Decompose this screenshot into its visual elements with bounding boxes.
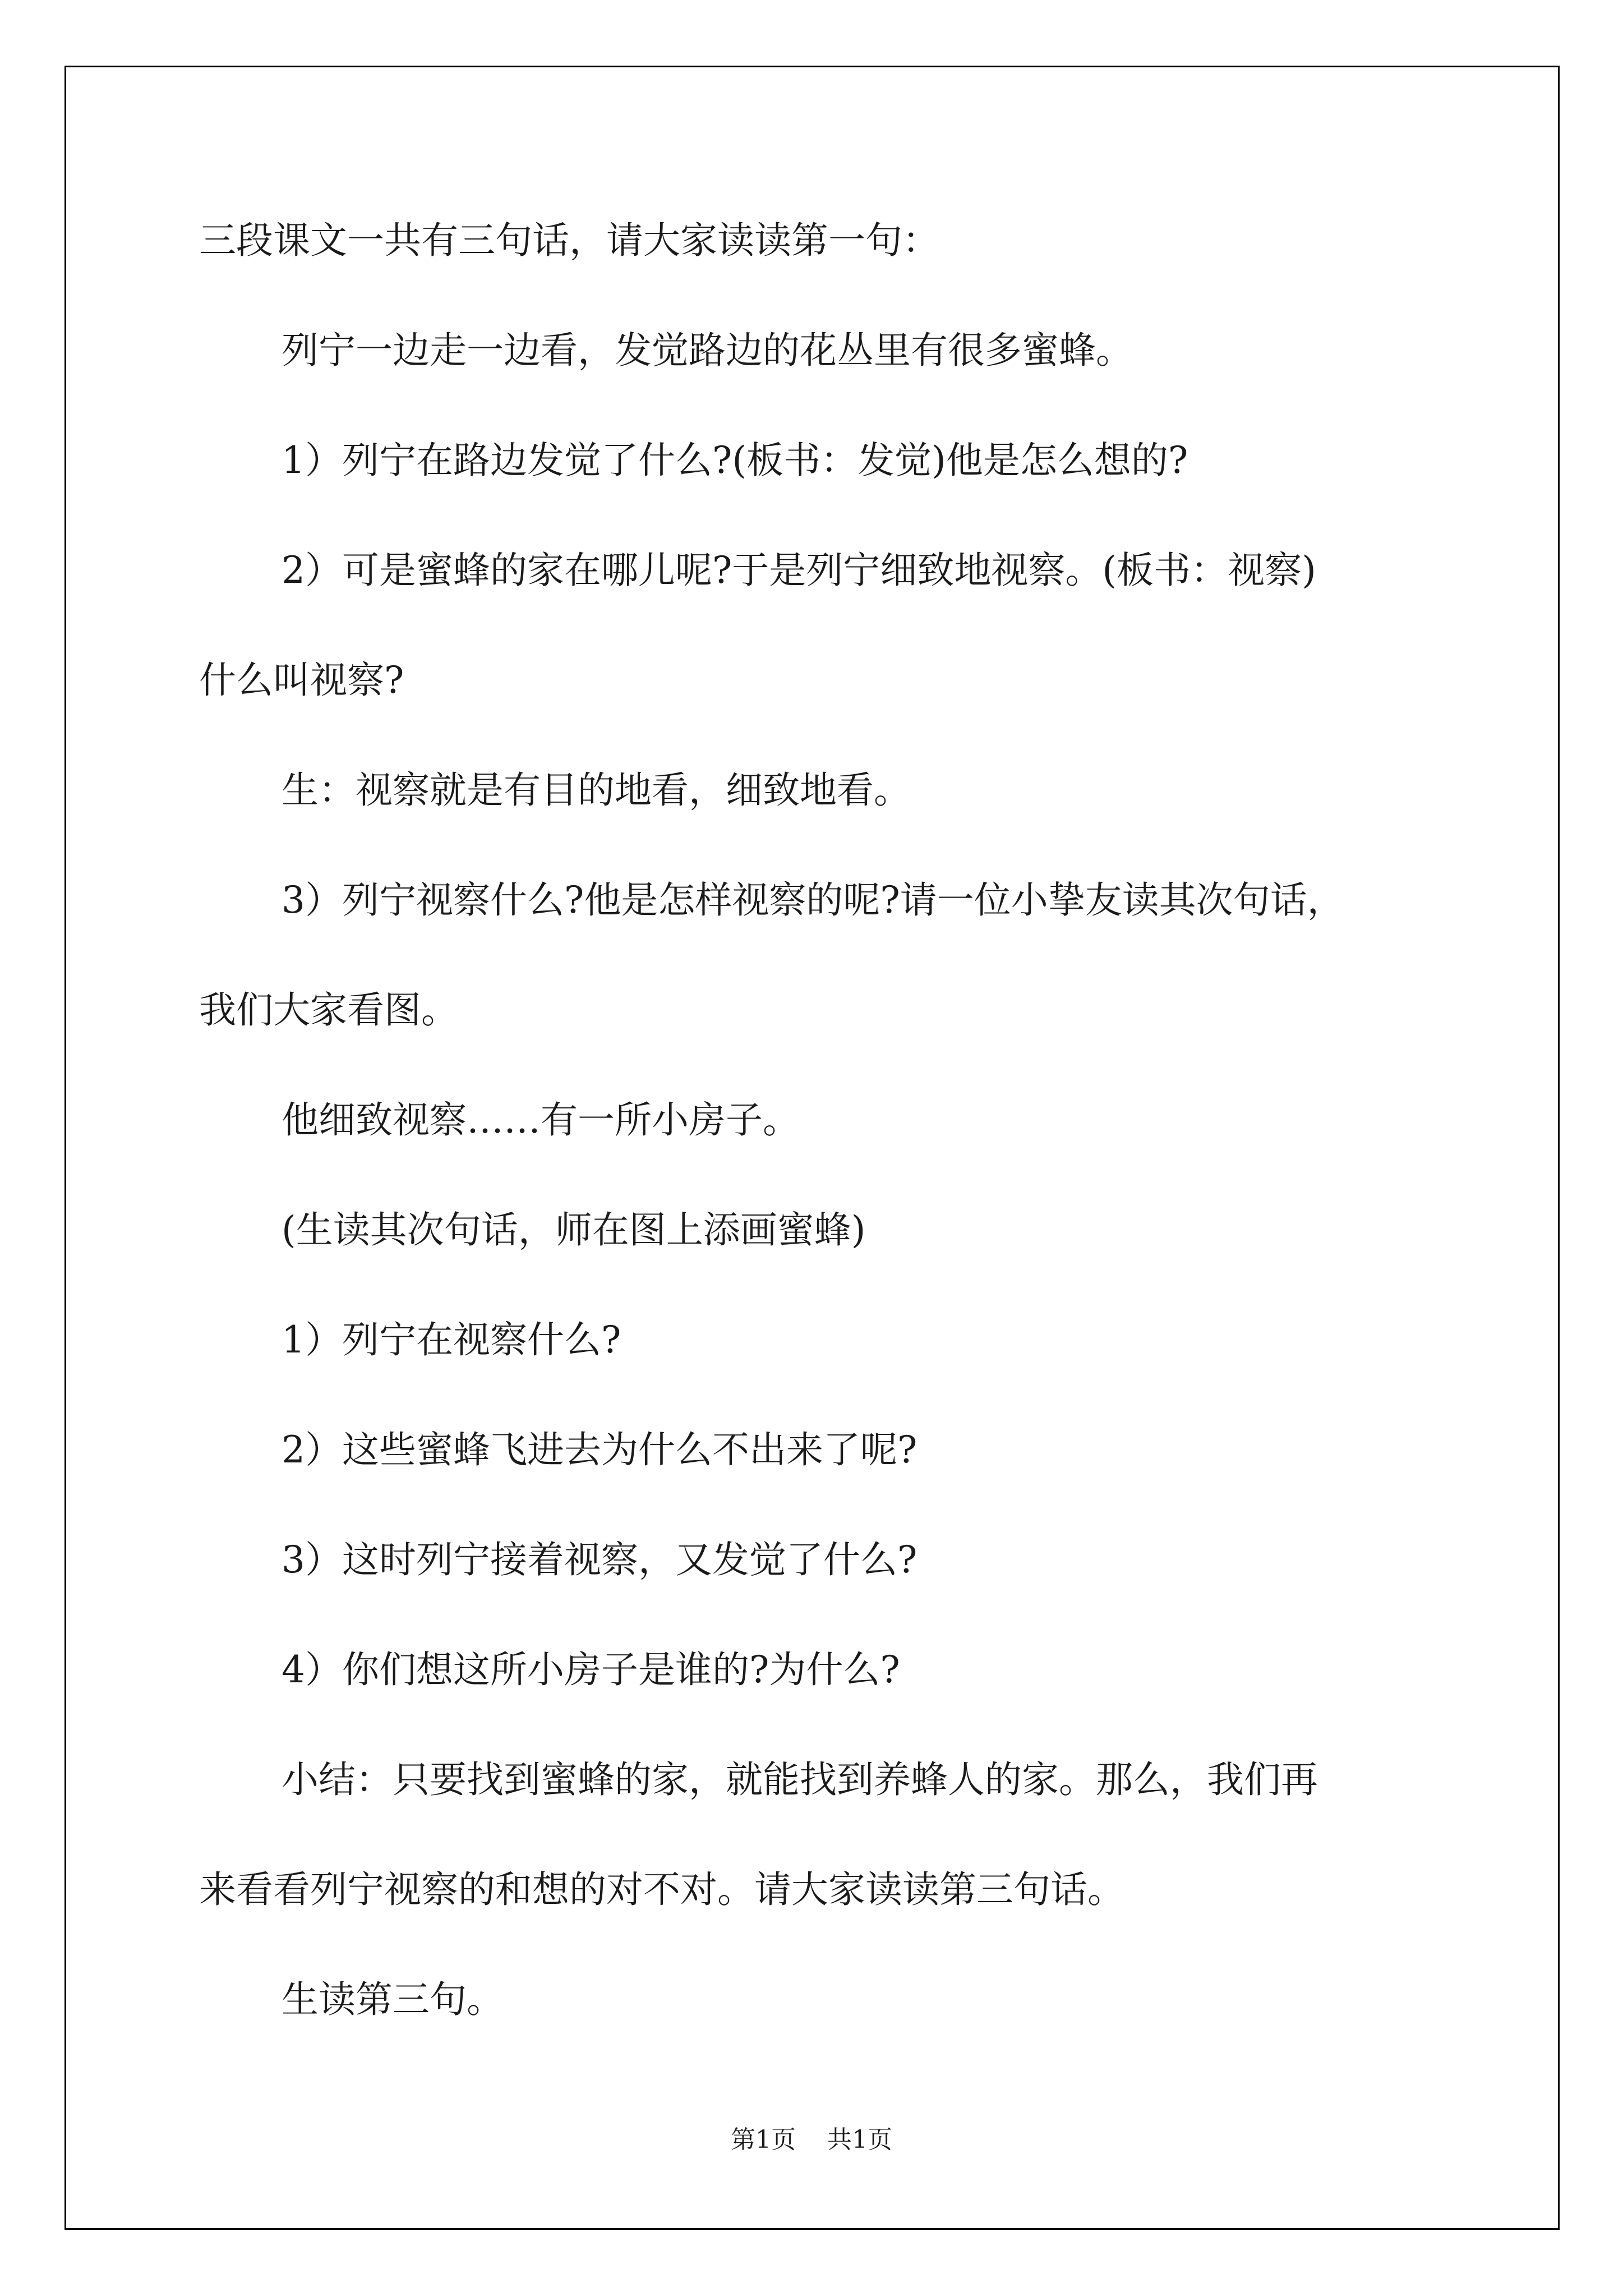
page-footer	[0, 2126, 1623, 2154]
text-line-17: 生读第三句。	[282, 1978, 504, 2021]
text-line-9: 他细致视察……有一所小房子。	[282, 1098, 800, 1142]
text-line-13: 3）这时列宁接着视察，又发觉了什么?	[282, 1538, 917, 1581]
text-line-1: 三段课文一共有三句话，请大家读读第一句：	[199, 219, 939, 262]
text-line-6: 生：视察就是有目的地看，细致地看。	[282, 769, 911, 812]
text-line-16: 来看看列宁视察的和想的对不对。请大家读读第三句话。	[199, 1868, 1124, 1911]
text-line-15: 小结：只要找到蜜蜂的家，就能找到养蜂人的家。那么，我们再	[282, 1758, 1318, 1801]
page-number: 第1页	[731, 2125, 796, 2154]
text-line-4: 2）可是蜜蜂的家在哪儿呢?于是列宁细致地视察。(板书：视察)	[282, 549, 1316, 592]
document-body	[199, 219, 1433, 2088]
text-line-10: (生读其次句话，师在图上添画蜜蜂)	[282, 1208, 866, 1251]
page-total: 共1页	[827, 2125, 892, 2154]
text-line-12: 2）这些蜜蜂飞进去为什么不出来了呢?	[282, 1428, 917, 1471]
text-line-8: 我们大家看图。	[199, 988, 458, 1032]
text-line-14: 4）你们想这所小房子是谁的?为什么?	[282, 1648, 900, 1691]
text-line-2: 列宁一边走一边看，发觉路边的花丛里有很多蜜蜂。	[282, 329, 1133, 372]
text-line-11: 1）列宁在视察什么?	[282, 1318, 621, 1361]
text-line-5: 什么叫视察?	[199, 659, 404, 702]
text-line-7: 3）列宁视察什么?他是怎样视察的呢?请一位小挚友读其次句话，	[282, 878, 1344, 922]
text-line-3: 1）列宁在路边发觉了什么?(板书：发觉)他是怎么想的?	[282, 439, 1188, 482]
